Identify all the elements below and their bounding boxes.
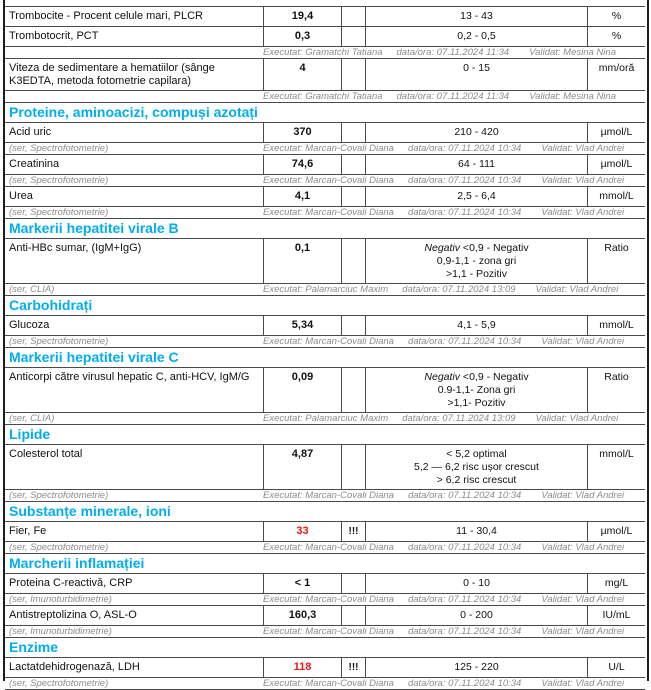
footer-datetime: data/ora: 07.11.2024 10:34 [407, 143, 522, 154]
footer-validated-by: Validat: Vlad Andrei [541, 678, 625, 689]
reference-line: 2,5 - 6,4 [457, 190, 496, 202]
row-footer [5, 594, 645, 606]
section-header [5, 502, 645, 522]
footer-datetime: data/ora: 07.11.2024 10:34 [407, 626, 522, 637]
section-header [5, 296, 645, 316]
result-flag [341, 155, 365, 174]
result-value: 0,1 [263, 239, 341, 283]
reference-line: 0 - 15 [463, 62, 490, 74]
reference-range [365, 187, 587, 206]
footer-validated-by: Validat: Vlad Andrei [541, 143, 625, 154]
footer-executed-by: Executat: Palamarciuc Maxim [263, 413, 389, 424]
reference-range [365, 316, 587, 335]
reference-line: Negativ <0,9 - Negativ [424, 242, 529, 254]
result-flag [341, 7, 365, 26]
unit-label: mmol/L [587, 316, 645, 335]
result-flag [341, 574, 365, 593]
result-value: 4,1 [263, 187, 341, 206]
test-row [5, 522, 645, 542]
row-footer [5, 542, 645, 554]
footer-specimen-method: (ser, Spectrofotometrie) [9, 336, 109, 347]
footer-datetime: data/ora: 07.11.2024 11:34 [396, 47, 510, 58]
row-footer [5, 91, 645, 103]
reference-line: 0.9-1,1- Zona gri [437, 384, 516, 396]
reference-line: 125 - 220 [454, 661, 499, 673]
footer-executed-by: Executat: Gramatchi Tatiana [263, 47, 383, 58]
reference-range [365, 574, 587, 593]
footer-executed-by: Executat: Marcan-Covali Diana [263, 143, 394, 154]
reference-line: 0,9-1,1 - zona gri [436, 255, 517, 267]
unit-label: µmol/L [587, 123, 645, 142]
footer-executed-by: Executat: Marcan-Covali Diana [263, 336, 394, 347]
footer-specimen-method [5, 92, 263, 102]
test-row [5, 187, 645, 207]
result-flag [341, 27, 365, 46]
result-flag [341, 239, 365, 283]
result-flag [341, 59, 365, 90]
reference-line: 11 - 30,4 [456, 525, 497, 537]
footer-specimen-method: (ser, Spectrofotometrie) [9, 175, 109, 186]
footer-executed-by: Executat: Marcan-Covali Diana [263, 175, 394, 186]
test-name: Viteza de sedimentare a hematiilor (sânge K3EDTA, metoda fotometrie capilara) [9, 62, 215, 87]
footer-executed-by: Executat: Palamarciuc Maxim [263, 284, 389, 295]
row-footer [5, 490, 645, 502]
unit-label: % [587, 7, 645, 26]
test-name: Colesterol total [9, 448, 83, 460]
test-name: Glucoza [9, 319, 50, 331]
row-footer [5, 47, 645, 59]
unit-label: Ratio [587, 368, 645, 412]
page-border-left [3, 0, 5, 681]
footer-datetime: data/ora: 07.11.2024 10:34 [407, 207, 522, 218]
reference-range [365, 155, 587, 174]
section-header [5, 554, 645, 574]
section-title: Enzime [9, 639, 59, 655]
footer-specimen-method: (ser, Spectrofotometrie) [9, 143, 109, 154]
result-flag [341, 368, 365, 412]
row-footer [5, 143, 645, 155]
test-row [5, 316, 645, 336]
reference-line: 210 - 420 [454, 126, 499, 138]
test-name: Lactatdehidrogenază, LDH [9, 661, 140, 673]
result-value: 4,87 [263, 445, 341, 489]
test-name: Creatinina [9, 158, 60, 170]
footer-validated-by: Validat: Vlad Andrei [541, 207, 625, 218]
footer-validated-by: Validat: Vlad Andrei [535, 413, 619, 424]
footer-validated-by: Validat: Vlad Andrei [541, 175, 625, 186]
test-row [5, 155, 645, 175]
section-title: Lipide [9, 426, 51, 442]
result-value: 0,09 [263, 368, 341, 412]
test-name: Trombotocrit, PCT [9, 30, 99, 42]
reference-line: > 6,2 risc crescut [436, 474, 517, 486]
result-value: 33 [263, 522, 341, 541]
footer-executed-by: Executat: Marcan-Covali Diana [263, 542, 394, 553]
footer-specimen-method: (ser, CLIA) [9, 413, 55, 424]
footer-specimen-method: (ser, Imunoturbidimetrie) [9, 594, 112, 605]
result-value: 0,3 [263, 27, 341, 46]
row-footer [5, 678, 645, 690]
section-header [5, 638, 645, 658]
test-name: Fier, Fe [9, 525, 47, 537]
reference-range [365, 27, 587, 46]
test-row [5, 7, 645, 27]
test-row [5, 658, 645, 678]
unit-label: U/L [587, 658, 645, 677]
section-title: Markerii hepatitei virale B [9, 220, 179, 236]
footer-datetime: data/ora: 07.11.2024 13:09 [402, 284, 516, 295]
footer-datetime: data/ora: 07.11.2024 10:34 [407, 678, 522, 689]
reference-range [365, 239, 587, 283]
result-value: 74,6 [263, 155, 341, 174]
unit-label: mg/L [587, 574, 645, 593]
footer-datetime: data/ora: 07.11.2024 10:34 [407, 594, 522, 605]
reference-range [365, 658, 587, 677]
test-name: Proteina C-reactivă, CRP [9, 577, 133, 589]
unit-label: IU/mL [587, 606, 645, 625]
test-row [5, 59, 645, 91]
footer-validated-by: Validat: Vlad Andrei [541, 542, 625, 553]
reference-line: >1,1 - Pozitiv [446, 268, 507, 280]
section-title: Carbohidrați [9, 297, 93, 313]
footer-specimen-method: (ser, Spectrofotometrie) [9, 678, 109, 689]
result-value: < 1 [263, 574, 341, 593]
row-footer [5, 207, 645, 219]
lab-results-table [5, 6, 645, 690]
reference-range [365, 7, 587, 26]
section-title: Substanțe minerale, ioni [9, 503, 171, 519]
unit-label: % [587, 27, 645, 46]
unit-label: µmol/L [587, 155, 645, 174]
footer-specimen-method: (ser, Spectrofotometrie) [9, 207, 109, 218]
reference-range [365, 522, 587, 541]
result-flag [341, 316, 365, 335]
footer-datetime: data/ora: 07.11.2024 13:09 [402, 413, 516, 424]
section-header [5, 219, 645, 239]
unit-label: mm/oră [587, 59, 645, 90]
footer-validated-by: Validat: Vlad Andrei [541, 336, 625, 347]
footer-datetime: data/ora: 07.11.2024 10:34 [407, 490, 522, 501]
reference-range [365, 445, 587, 489]
result-flag [341, 187, 365, 206]
result-flag [341, 445, 365, 489]
row-footer [5, 336, 645, 348]
reference-line: 4,1 - 5,9 [457, 319, 496, 331]
result-flag [341, 606, 365, 625]
footer-specimen-method: (ser, Imunoturbidimetrie) [9, 626, 112, 637]
test-name: Antistreptolizina O, ASL-O [9, 609, 137, 621]
footer-executed-by: Executat: Marcan-Covali Diana [263, 626, 394, 637]
section-title: Marcherii inflamației [9, 555, 145, 571]
result-value: 160,3 [263, 606, 341, 625]
section-header [5, 425, 645, 445]
test-row [5, 123, 645, 143]
test-row [5, 445, 645, 490]
page-border-right [647, 0, 649, 681]
reference-line: >1,1- Pozitiv [447, 397, 506, 409]
section-title: Proteine, aminoacizi, compuși azotați [9, 104, 258, 120]
result-flag: !!! [341, 658, 365, 677]
footer-validated-by: Validat: Vlad Andrei [541, 490, 625, 501]
unit-label: µmol/L [587, 522, 645, 541]
row-footer [5, 284, 645, 296]
footer-executed-by: Executat: Gramatchi Tatiana [263, 91, 383, 102]
test-name: Anti-HBc sumar, (IgM+IgG) [9, 242, 142, 254]
footer-datetime: data/ora: 07.11.2024 11:34 [396, 91, 510, 102]
section-header [5, 348, 645, 368]
footer-specimen-method [5, 48, 263, 58]
unit-label: mmol/L [587, 445, 645, 489]
reference-line: 5,2 — 6,2 risc ușor crescut [414, 461, 539, 473]
footer-specimen-method: (ser, Spectrofotometrie) [9, 490, 109, 501]
reference-line: Negativ <0,9 - Negativ [424, 371, 529, 383]
row-footer [5, 175, 645, 187]
result-value: 19,4 [263, 7, 341, 26]
test-row [5, 574, 645, 594]
reference-line: < 5,2 optimal [446, 448, 507, 460]
result-value: 4 [263, 59, 341, 90]
reference-line: 0 - 10 [463, 577, 490, 589]
unit-label: Ratio [587, 239, 645, 283]
reference-range [365, 606, 587, 625]
result-value: 5,34 [263, 316, 341, 335]
result-value: 118 [263, 658, 341, 677]
test-name: Acid uric [9, 126, 52, 138]
section-title: Markerii hepatitei virale C [9, 349, 179, 365]
reference-range [365, 368, 587, 412]
footer-datetime: data/ora: 07.11.2024 10:34 [407, 175, 522, 186]
test-row [5, 27, 645, 47]
footer-executed-by: Executat: Marcan-Covali Diana [263, 594, 394, 605]
result-flag [341, 123, 365, 142]
result-flag: !!! [341, 522, 365, 541]
reference-line: 64 - 111 [458, 158, 495, 170]
footer-validated-by: Validat: Vlad Andrei [541, 594, 625, 605]
footer-validated-by: Validat: Mesina Nina [529, 91, 616, 102]
footer-datetime: data/ora: 07.11.2024 10:34 [407, 336, 522, 347]
test-name: Urea [9, 190, 33, 202]
test-name: Anticorpi către virusul hepatic C, anti-HCV, IgM/G [9, 371, 250, 383]
test-row [5, 606, 645, 626]
row-footer [5, 626, 645, 638]
result-value: 370 [263, 123, 341, 142]
footer-executed-by: Executat: Marcan-Covali Diana [263, 490, 394, 501]
test-row [5, 239, 645, 284]
footer-executed-by: Executat: Marcan-Covali Diana [263, 678, 394, 689]
unit-label: mmol/L [587, 187, 645, 206]
footer-specimen-method: (ser, CLIA) [9, 284, 55, 295]
test-row [5, 368, 645, 413]
footer-datetime: data/ora: 07.11.2024 10:34 [407, 542, 522, 553]
reference-line: 0,2 - 0,5 [457, 30, 496, 42]
footer-validated-by: Validat: Vlad Andrei [535, 284, 619, 295]
reference-line: 13 - 43 [460, 10, 493, 22]
test-name: Trombocite - Procent celule mari, PLCR [9, 10, 203, 22]
footer-executed-by: Executat: Marcan-Covali Diana [263, 207, 394, 218]
row-footer [5, 413, 645, 425]
section-header [5, 103, 645, 123]
footer-validated-by: Validat: Mesina Nina [529, 47, 616, 58]
reference-range [365, 59, 587, 90]
reference-range [365, 123, 587, 142]
footer-validated-by: Validat: Vlad Andrei [541, 626, 625, 637]
reference-line: 0 - 200 [460, 609, 493, 621]
footer-specimen-method: (ser, Spectrofotometrie) [9, 542, 109, 553]
